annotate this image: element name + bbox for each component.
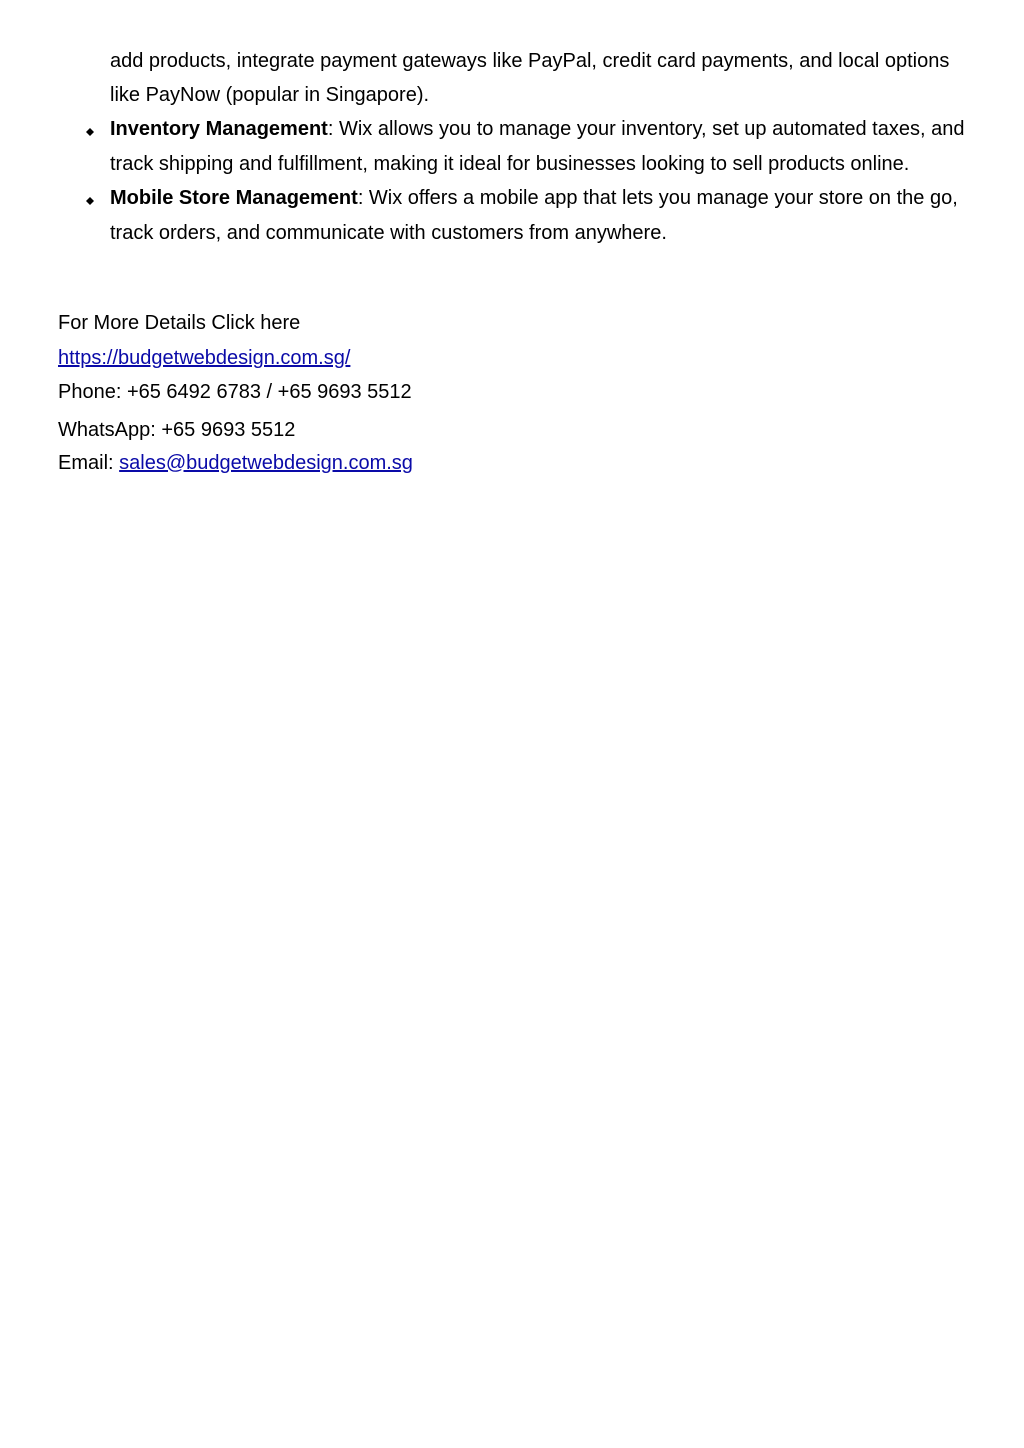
feature-list — [0, 112, 1024, 250]
website-link[interactable]: https://budgetwebdesign.com.sg/ — [58, 346, 351, 369]
website-line — [58, 341, 958, 376]
list-continuation-text: add products, integrate payment gateways like PayPal, credit card payments, and local options like PayNow (popular in Singapore). — [110, 50, 950, 106]
list-item-inventory-management — [0, 112, 970, 181]
email-line — [58, 447, 958, 480]
phone-text: Phone: +65 6492 6783 / +65 9693 5512 — [58, 381, 412, 403]
contact-section — [58, 306, 958, 480]
diamond-bullet-icon — [86, 128, 94, 136]
list-item-title: Mobile Store Management — [110, 187, 358, 209]
more-details-text: For More Details Click here — [58, 312, 301, 334]
list-item-text: : Wix allows you to manage your inventory, set up automated taxes, and track shipping and fulfillment, making it ideal for businesses looking to sell products online. — [110, 118, 965, 175]
email-prefix: Email: — [58, 451, 120, 474]
whatsapp-text: WhatsApp: +65 9693 5512 — [58, 418, 296, 441]
diamond-bullet-icon — [86, 197, 94, 205]
list-item-title: Inventory Management — [110, 118, 328, 140]
list-item-text: : Wix offers a mobile app that lets you manage your store on the go, track orders, and communicate with customers from anywhere. — [110, 187, 958, 244]
list-item-mobile-store-management — [0, 181, 970, 250]
email-link[interactable]: sales@budgetwebdesign.com.sg — [119, 451, 413, 474]
